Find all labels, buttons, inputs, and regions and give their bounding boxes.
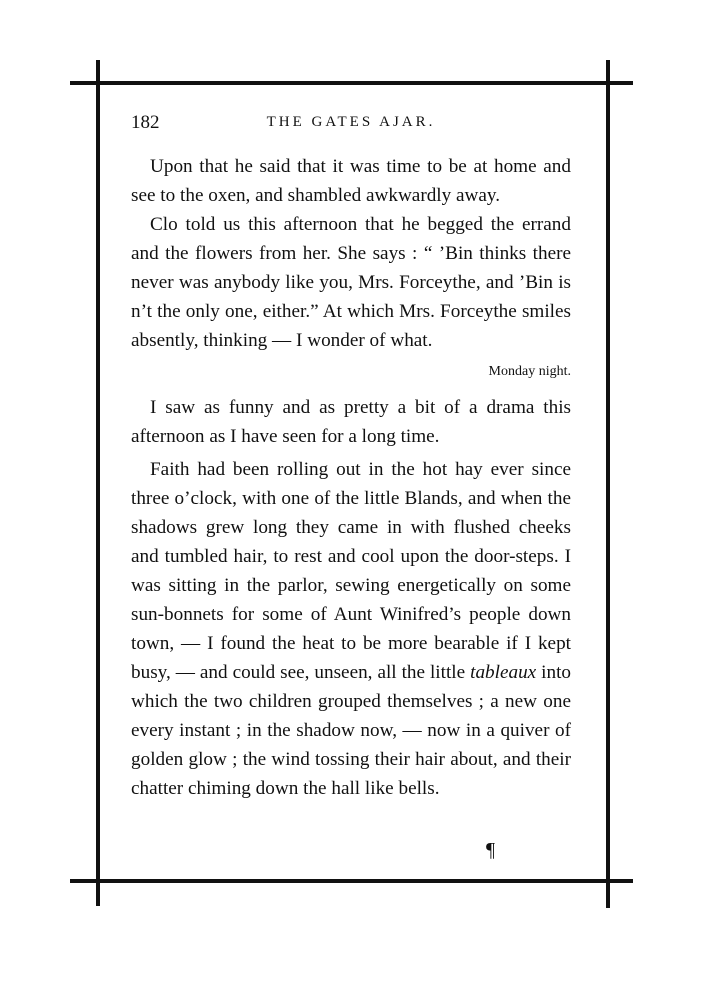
paragraph-1: Upon that he said that it was time to be at home and see to the oxen, and shambled awkwardly away. [131, 156, 571, 206]
page-number: 182 [131, 112, 160, 133]
paragraph-2: Clo told us this afternoon that he begged the errand and the flowers from her. She says : “ ’Bin thinks there never was anybody like you, Mrs. Forceythe, and ’Bin is n’t the only one, either.” At which Mrs. Forceythe smiles absently, thinking — I wonder of what. [131, 214, 571, 351]
date-line: Monday night. [488, 364, 571, 379]
paragraph-3: I saw as funny and as pretty a bit of a drama this afternoon as I have seen for a long time. [131, 397, 571, 447]
paragraph-4 [131, 455, 571, 803]
right-rule [606, 60, 610, 908]
paragraph-4-part-1: Faith had been rolling out in the hot hay ever since three o’clock, with one of the little Blands, and when the shadows grew long they came in with flushed cheeks and tumbled hair, to rest and cool upon the door-steps. I was sitting in the parlor, sewing energetically on some sun-bonnets for some of Aunt Winifred’s people down town, — I found the heat to be more bearable if I kept busy, — and could see, unseen, all the little [131, 459, 571, 683]
body-text [131, 152, 571, 803]
running-head: THE GATES AJAR. [266, 114, 436, 130]
paragraph-4-part-2: into which the two children grouped themselves ; a new one every instant ; in the shadow now, — now in a quiver of golden glow ; the wind tossing their hair about, and their chatter chiming down the hall like bells. [131, 662, 571, 799]
top-rule [70, 81, 633, 85]
paragraph-4-italic: tableaux [470, 662, 537, 683]
stray-mark-icon: ¶ [486, 839, 496, 861]
page-header [131, 112, 571, 136]
left-rule [96, 60, 100, 906]
bottom-rule [70, 879, 633, 883]
